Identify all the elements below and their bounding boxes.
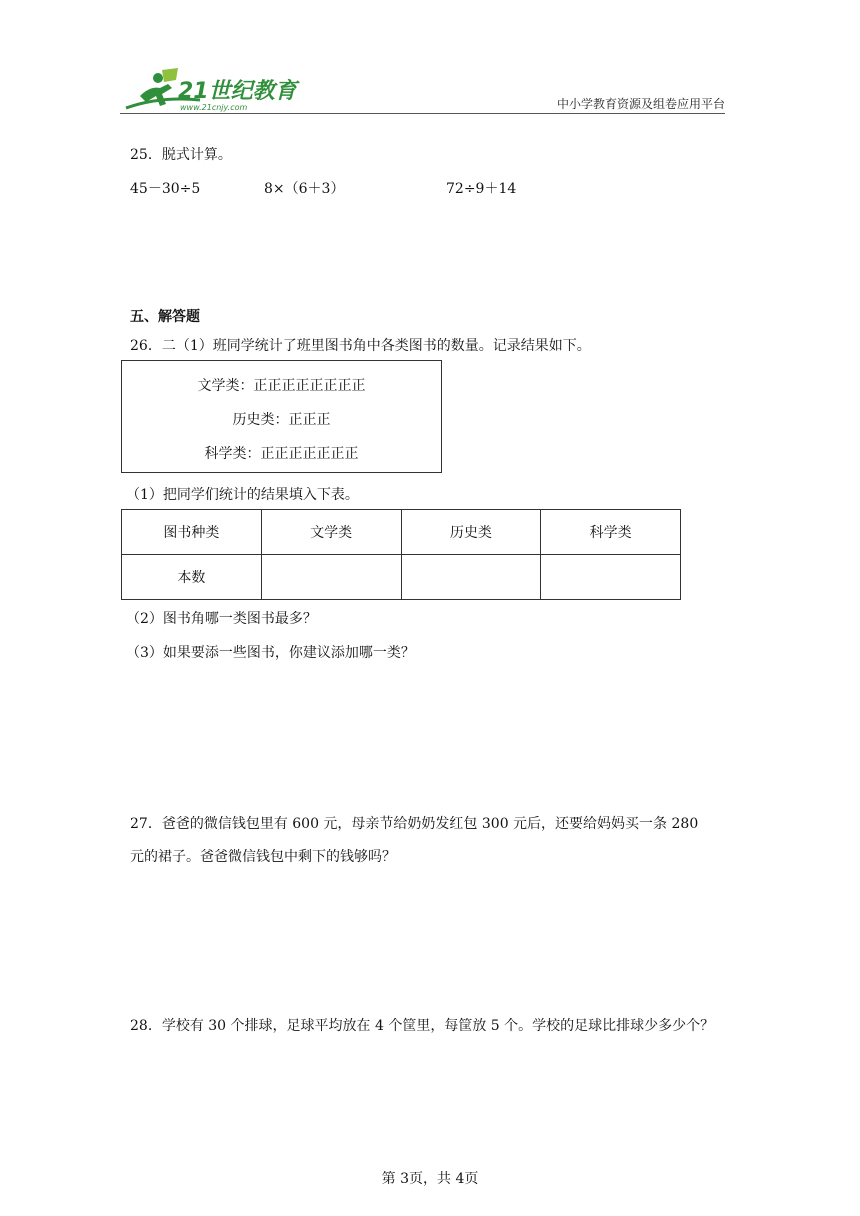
svg-text:www.21cnjy.com: www.21cnjy.com [180, 103, 248, 112]
header-divider [120, 113, 725, 114]
table-header-row [122, 510, 681, 555]
table-row [122, 555, 681, 600]
q25-expr-1: 45－30÷5 [130, 181, 201, 197]
table-header-cell: 科学类 [541, 510, 681, 555]
answer-cell-literature[interactable] [261, 555, 401, 600]
book-count-table [121, 509, 681, 600]
q26-part-3: （3）如果要添一些图书，你建议添加哪一类？ [126, 645, 415, 661]
tally-history: 历史类：正正正 [232, 412, 331, 428]
q25-title: 25．脱式计算。 [130, 147, 232, 163]
q26-intro: 26．二（1）班同学统计了班里图书角中各类图书的数量。记录结果如下。 [130, 338, 591, 354]
tally-literature: 文学类：正正正正正正正正 [197, 378, 366, 394]
tally-record-box [121, 360, 442, 473]
table-header-cell: 历史类 [401, 510, 541, 555]
page-header [120, 66, 725, 116]
table-header-cell: 图书种类 [122, 510, 262, 555]
tally-science: 科学类：正正正正正正正 [204, 446, 359, 462]
table-row-label: 本数 [122, 555, 262, 600]
section-title: 五、解答题 [130, 309, 200, 325]
table-header-cell: 文学类 [261, 510, 401, 555]
logo-graphic [120, 66, 320, 114]
q26-part-1: （1）把同学们统计的结果填入下表。 [126, 487, 359, 503]
page-footer: 第 3页，共 4页 [381, 1171, 479, 1187]
q25-expr-3: 72÷9＋14 [446, 181, 517, 197]
logo [120, 66, 320, 114]
answer-cell-science[interactable] [541, 555, 681, 600]
answer-cell-history[interactable] [401, 555, 541, 600]
q28-text: 28．学校有 30 个排球，足球平均放在 4 个筐里，每筐放 5 个。学校的足球比排球少多少个？ [130, 1018, 715, 1034]
q27-line-2: 元的裙子。爸爸微信钱包中剩下的钱够吗？ [130, 849, 396, 865]
q26-part-2: （2）图书角哪一类图书最多？ [126, 611, 317, 627]
platform-text: 中小学教育资源及组卷应用平台 [556, 97, 725, 111]
q27-line-1: 27．爸爸的微信钱包里有 600 元，母亲节给奶奶发红包 300 元后，还要给妈妈买一条 280 [130, 816, 699, 832]
q25-expr-2: 8×（6＋3） [264, 181, 345, 197]
svg-text:21世纪教育: 21世纪教育 [178, 79, 297, 104]
